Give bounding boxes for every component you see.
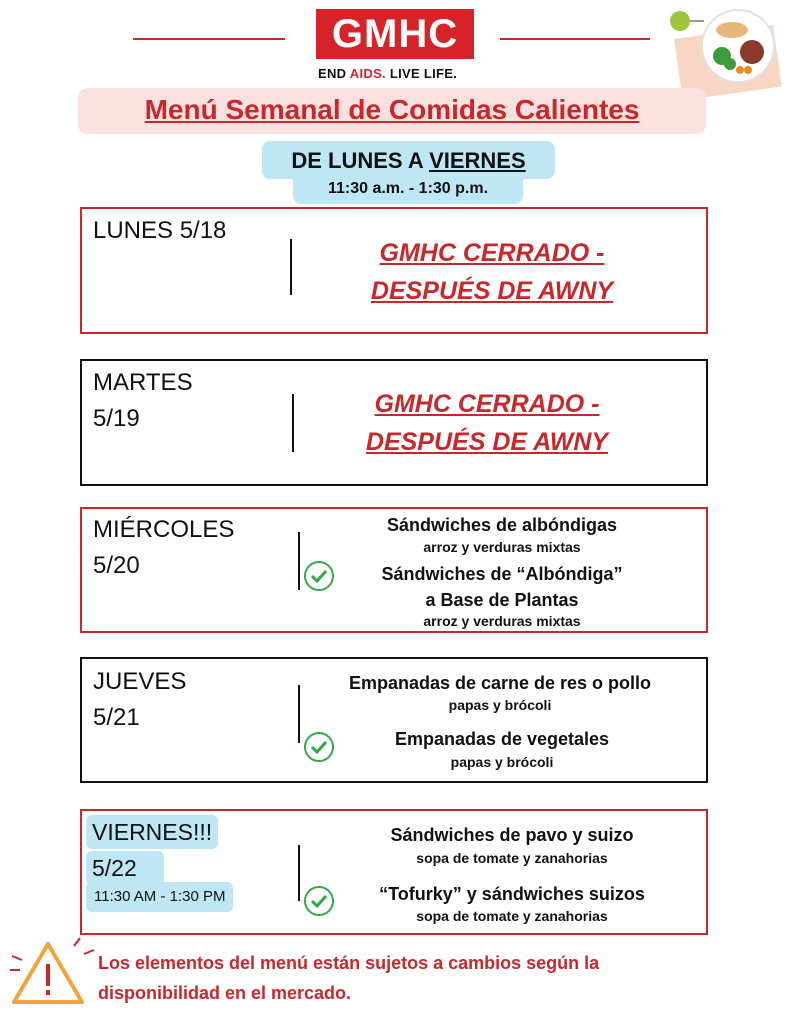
service-hours: 11:30 a.m. - 1:30 p.m. — [293, 176, 523, 204]
disclaimer: Los elementos del menú están sujetos a cambios según la disponibilidad en el mercado. — [98, 953, 600, 1003]
day-box-thursday — [80, 657, 708, 783]
menu-side: papas y brócoli — [448, 697, 552, 713]
header-rule-right — [500, 38, 650, 40]
menu-item: Sándwiches de “Albóndiga” — [381, 564, 623, 584]
divider — [298, 532, 300, 590]
tagline-part-1: END — [318, 66, 350, 81]
days-banner — [262, 141, 555, 179]
day-box-tuesday — [80, 359, 708, 486]
closed-notice: GMHC CERRADO - DESPUÉS DE AWNY — [370, 239, 614, 305]
gmhc-logo: GMHC — [316, 9, 474, 59]
check-icon — [304, 732, 334, 762]
menu-item: Empanadas de vegetales — [394, 729, 610, 749]
day-box-friday — [80, 809, 708, 935]
page-title: Menú Semanal de Comidas Calientes — [78, 88, 706, 134]
menu-item: “Tofurky” y sándwiches suizos — [379, 884, 645, 904]
divider — [298, 685, 300, 743]
day-hours: 11:30 AM - 1:30 PM — [86, 882, 233, 912]
menu-side: papas y brócoli — [450, 754, 554, 770]
menu-item: Sándwiches de albóndigas — [386, 515, 618, 535]
header-rule-left — [133, 38, 285, 40]
days-highlight: VIERNES — [429, 148, 526, 173]
day-label: JUEVES 5/21 — [93, 668, 187, 731]
menu-item-continued: a Base de Plantas — [425, 590, 579, 610]
days-text: DE LUNES A — [291, 148, 430, 173]
day-date: 5/22 — [86, 851, 164, 885]
check-icon — [304, 561, 334, 591]
tagline — [318, 66, 457, 81]
tagline-part-2: AIDS. — [349, 66, 386, 81]
divider — [292, 394, 294, 452]
closed-notice: GMHC CERRADO - DESPUÉS DE AWNY — [365, 390, 609, 456]
tagline-part-3: LIVE LIFE. — [385, 66, 458, 81]
day-box-monday — [80, 207, 708, 334]
day-label: MARTES 5/19 — [93, 369, 193, 432]
divider — [290, 239, 292, 295]
day-label: VIERNES!!! — [86, 815, 218, 849]
menu-side: sopa de tomate y zanahorias — [416, 850, 608, 866]
day-box-wednesday — [80, 507, 708, 633]
divider — [298, 845, 300, 901]
food-plate-icon — [656, 4, 786, 99]
check-icon — [304, 886, 334, 916]
menu-side: arroz y verduras mixtas — [423, 613, 581, 629]
menu-side: arroz y verduras mixtas — [423, 539, 581, 555]
day-label: MIÉRCOLES 5/20 — [93, 516, 235, 579]
day-label: LUNES 5/18 — [93, 217, 227, 244]
menu-side: sopa de tomate y zanahorias — [416, 908, 608, 924]
warning-icon — [8, 932, 98, 1012]
menu-item: Empanadas de carne de res o pollo — [348, 673, 652, 693]
menu-item: Sándwiches de pavo y suizo — [390, 825, 634, 845]
